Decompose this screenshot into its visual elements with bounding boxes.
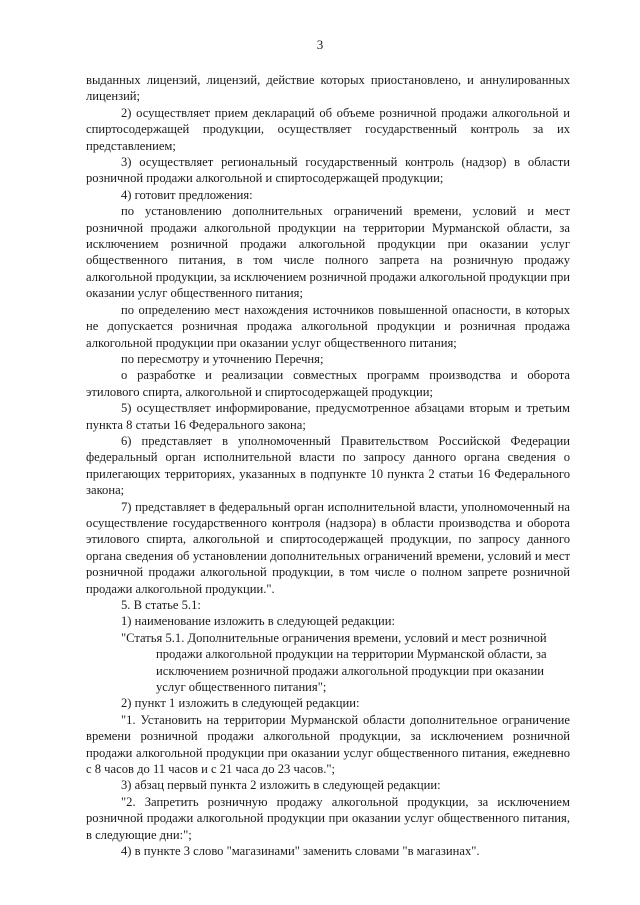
paragraph: "Статья 5.1. Дополнительные ограничения времени, условий и мест розничной продажи алкогольной продукции на территории Мурманской области, за исключением розничной продажи алкогольной продукции при оказании услуг общественного питания"; <box>121 630 547 695</box>
paragraph: по пересмотру и уточнению Перечня; <box>121 351 324 366</box>
paragraph: 4) в пункте 3 слово "магазинами" заменить словами "в магазинах". <box>121 844 480 859</box>
paragraph: 7) представляет в федеральный орган исполнительной власти, уполномоченный на осуществление государственного контроля (надзора) в области производства и оборота этилового спирта, алкогольной и спиртосодержащей продукции, по запросу данного органа сведения об установлении дополнительных ограничений времени, условий и мест розничной продажи алкогольной продукции, в том числе о полном запрете розничной продажи алкогольной продукции.". <box>86 499 570 596</box>
paragraph: "1. Установить на территории Мурманской области дополнительное ограничение времени розничной продажи алкогольной продукции, за исключением розничной продажи алкогольной продукции при оказании услуг общественного питания, ежедневно с 8 часов до 11 часов и с 21 часа до 23 часов."; <box>86 712 570 777</box>
paragraph: 5. В статье 5.1: <box>121 598 201 612</box>
paragraph: 4) готовит предложения: <box>121 187 253 202</box>
paragraph: 3) осуществляет региональный государственный контроль (надзор) в области розничной продажи алкогольной и спиртосодержащей продукции; <box>86 155 570 186</box>
paragraph: "2. Запретить розничную продажу алкогольной продукции, за исключением розничной продажи алкогольной продукции при оказании услуг общественного питания, в следующие дни:"; <box>86 794 570 842</box>
paragraph: 2) пункт 1 изложить в следующей редакции: <box>121 696 360 711</box>
paragraph: выданных лицензий, лицензий, действие которых приостановлено, и аннулированных лицензий; <box>86 73 570 104</box>
paragraph: по определению мест нахождения источников повышенной опасности, в которых не допускается розничная продажа алкогольной продукции и розничная продажа алкогольной продукции при оказании услуг общественного питания; <box>86 302 570 350</box>
paragraph: 5) осуществляет информирование, предусмотренное абзацами вторым и третьим пункта 8 статьи 16 Федерального закона; <box>86 401 570 432</box>
paragraph: 2) осуществляет прием деклараций об объеме розничной продажи алкогольной и спиртосодержащей продукции, осуществляет государственный контроль за их представлением; <box>86 105 570 153</box>
page-number: 3 <box>316 37 324 52</box>
paragraph: 6) представляет в уполномоченный Правительством Российской Федерации федеральный орган исполнительной власти по запросу данного органа сведения о прилегающих территориях, указанных в подпункте 10 пункта 2 статьи 16 Федерального закона; <box>86 433 570 498</box>
paragraph: о разработке и реализации совместных программ производства и оборота этилового спирта, алкогольной и спиртосодержащей продукции; <box>86 368 570 399</box>
paragraph: 3) абзац первый пункта 2 изложить в следующей редакции: <box>121 778 441 793</box>
document-body <box>86 72 570 860</box>
paragraph: 1) наименование изложить в следующей редакции: <box>121 614 395 629</box>
paragraph: по установлению дополнительных ограничений времени, условий и мест розничной продажи алкогольной продукции на территории Мурманской области, за исключением розничной продажи алкогольной продукции при оказании услуг общественного питания, в том числе полного запрета на розничную продажу алкогольной продукции, за исключением розничной продажи алкогольной продукции при оказании услуг общественного питания; <box>86 204 570 301</box>
